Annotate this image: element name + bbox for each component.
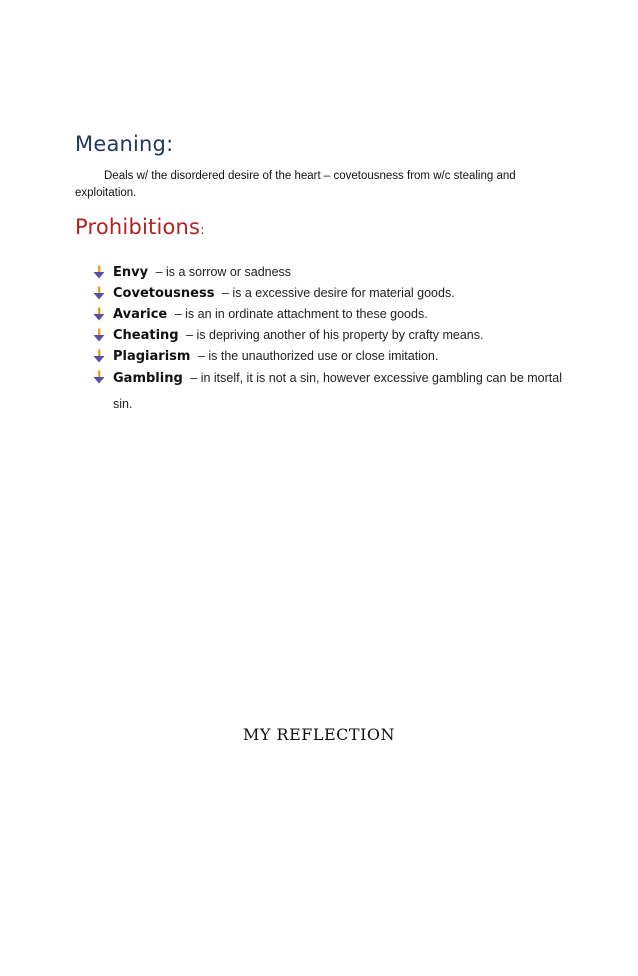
prohibitions-list [92, 262, 572, 415]
list-item [92, 283, 572, 304]
arrow-down-bullet-icon [92, 349, 106, 363]
prohibitions-heading-colon: : [200, 223, 205, 238]
prohibitions-heading-text: Prohibitions [75, 215, 201, 239]
arrow-down-bullet-icon [92, 265, 106, 279]
list-item [92, 304, 572, 325]
list-item [92, 262, 572, 283]
item-term: Gambling [113, 371, 183, 386]
item-desc: – in itself, it is not a sin, however excessive gambling can be mortal [190, 371, 562, 385]
arrow-down-bullet-icon [92, 286, 106, 300]
item-desc: – is a excessive desire for material goods. [221, 286, 455, 300]
item-term: Covetousness [113, 286, 215, 301]
item-desc: – is the unauthorized use or close imitation. [197, 349, 439, 363]
item-term: Avarice [113, 307, 168, 322]
arrow-down-bullet-icon [92, 307, 106, 321]
arrow-down-bullet-icon [92, 328, 106, 342]
arrow-down-bullet-icon [92, 370, 106, 384]
item-desc: – is a sorrow or sadness [155, 265, 292, 279]
item-term: Envy [113, 265, 149, 280]
item-term: Plagiarism [113, 349, 191, 364]
meaning-heading: Meaning: [75, 132, 174, 156]
reflection-title: MY REFLECTION [242, 725, 395, 744]
item-term: Cheating [113, 328, 179, 343]
item-desc: – is an in ordinate attachment to these goods. [174, 307, 428, 321]
list-item [92, 325, 572, 346]
item-desc: – is depriving another of his property by crafty means. [186, 328, 484, 342]
list-item [92, 367, 572, 415]
item-desc-continued: sin. [113, 397, 133, 411]
list-item [92, 346, 572, 367]
meaning-text: Deals w/ the disordered desire of the heart – covetousness from w/c stealing and exploitation. [75, 170, 516, 199]
prohibitions-heading [75, 215, 205, 239]
